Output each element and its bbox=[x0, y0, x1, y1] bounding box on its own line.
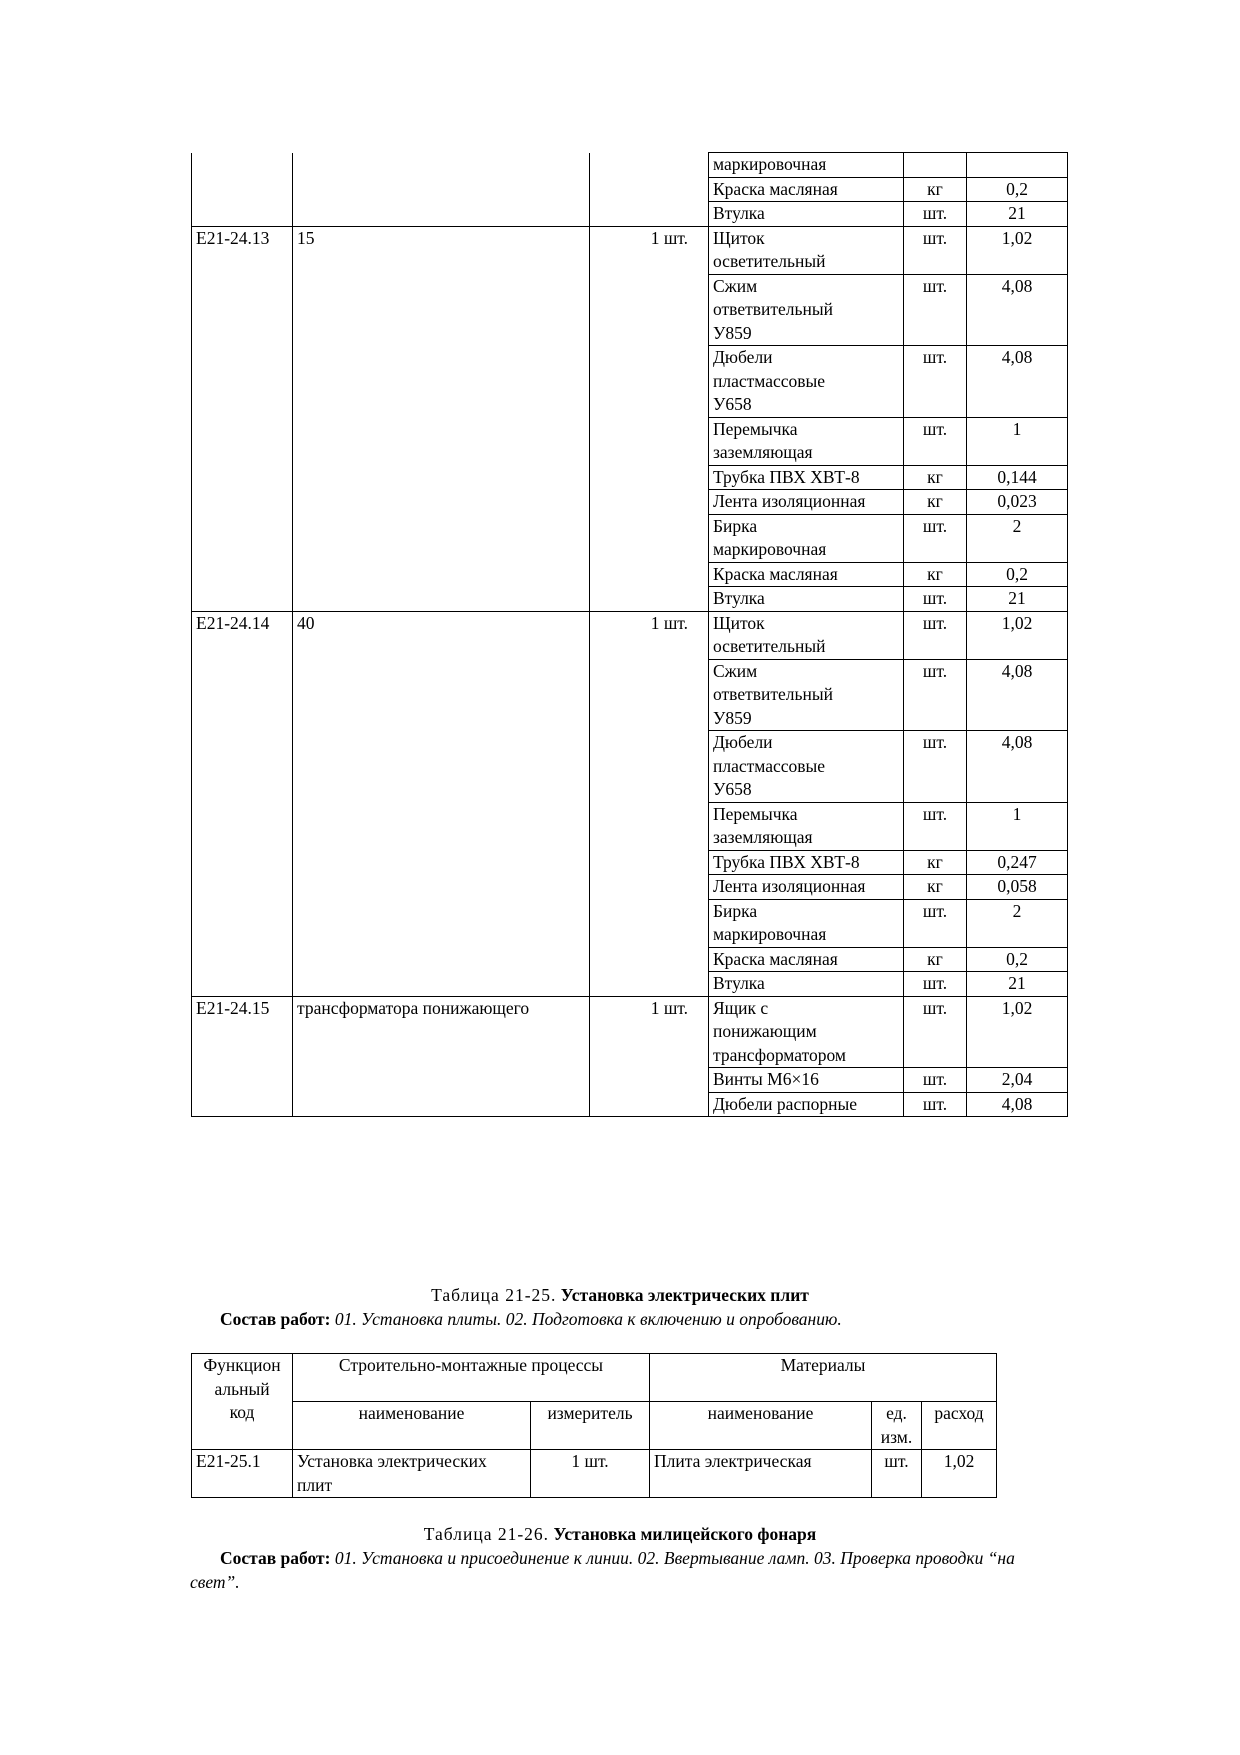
material-name: Ящик с понижающим трансформатором bbox=[709, 996, 904, 1068]
header-mat-name: наименование bbox=[650, 1402, 872, 1450]
work-label: Состав работ: bbox=[220, 1548, 331, 1568]
material-name: Краска масляная bbox=[709, 562, 904, 587]
table-row bbox=[192, 153, 1068, 178]
work-text: 01. Установка и присоединение к линии. 02. Ввертывание ламп. 03. Проверка проводки “на свет”. bbox=[190, 1548, 1015, 1592]
row-unit: 1 шт. bbox=[590, 996, 709, 1117]
material-name: Дюбели пластмассовые У658 bbox=[709, 731, 904, 803]
header-mat-qty: расход bbox=[922, 1402, 997, 1450]
header-proc-unit: измеритель bbox=[531, 1402, 650, 1450]
material-qty: 21 bbox=[967, 202, 1068, 227]
row-code: Е21-25.1 bbox=[192, 1450, 293, 1498]
material-name: Бирка маркировочная bbox=[709, 514, 904, 562]
material-qty: 2,04 bbox=[967, 1068, 1068, 1093]
material-qty: 4,08 bbox=[967, 274, 1068, 346]
material-qty: 4,08 bbox=[967, 1092, 1068, 1117]
row-mat-name: Плита электрическая bbox=[650, 1450, 872, 1498]
row-name bbox=[293, 153, 590, 227]
caption-title: Установка милицейского фонаря bbox=[553, 1524, 817, 1544]
material-qty: 4,08 bbox=[967, 659, 1068, 731]
material-qty: 4,08 bbox=[967, 346, 1068, 418]
row-unit: 1 шт. bbox=[590, 226, 709, 611]
material-name: Дюбели распорные bbox=[709, 1092, 904, 1117]
material-unit: шт. bbox=[904, 611, 967, 659]
material-qty: 1,02 bbox=[967, 996, 1068, 1068]
table-row bbox=[192, 996, 1068, 1068]
material-unit: шт. bbox=[904, 226, 967, 274]
caption-title: Установка электрических плит bbox=[560, 1285, 809, 1305]
material-unit: шт. bbox=[904, 514, 967, 562]
material-unit: шт. bbox=[904, 802, 967, 850]
material-unit: шт. bbox=[904, 899, 967, 947]
table-row bbox=[192, 611, 1068, 659]
table-21-26-caption bbox=[0, 1522, 1240, 1546]
table-21-25-caption bbox=[0, 1283, 1240, 1307]
material-unit bbox=[904, 153, 967, 178]
material-unit: шт. bbox=[904, 972, 967, 997]
material-name: Щиток осветительный bbox=[709, 226, 904, 274]
material-qty: 0,2 bbox=[967, 947, 1068, 972]
materials-table-continued bbox=[191, 152, 1068, 1117]
material-qty: 1,02 bbox=[967, 226, 1068, 274]
header-row bbox=[192, 1354, 997, 1402]
material-qty: 0,2 bbox=[967, 562, 1068, 587]
material-name: маркировочная bbox=[709, 153, 904, 178]
material-name: Перемычка заземляющая bbox=[709, 417, 904, 465]
material-qty: 0,144 bbox=[967, 465, 1068, 490]
material-name: Трубка ПВХ ХВТ-8 bbox=[709, 465, 904, 490]
material-unit: шт. bbox=[904, 202, 967, 227]
material-unit: шт. bbox=[904, 274, 967, 346]
row-name: 40 bbox=[293, 611, 590, 996]
material-name: Краска масляная bbox=[709, 947, 904, 972]
material-qty: 0,023 bbox=[967, 490, 1068, 515]
material-unit: кг bbox=[904, 875, 967, 900]
material-unit: шт. bbox=[904, 996, 967, 1068]
work-label: Состав работ: bbox=[220, 1309, 331, 1329]
caption-number: Таблица 21-25. bbox=[431, 1285, 557, 1305]
header-code: Функцион альный код bbox=[192, 1354, 293, 1450]
material-name: Лента изоляционная bbox=[709, 490, 904, 515]
row-name: Установка электрических плит bbox=[293, 1450, 531, 1498]
work-composition-26 bbox=[190, 1546, 1060, 1594]
material-unit: кг bbox=[904, 177, 967, 202]
header-materials: Материалы bbox=[650, 1354, 997, 1402]
material-unit: кг bbox=[904, 947, 967, 972]
material-unit: шт. bbox=[904, 417, 967, 465]
row-unit: 1 шт. bbox=[590, 611, 709, 996]
material-unit: шт. bbox=[904, 587, 967, 612]
material-name: Дюбели пластмассовые У658 bbox=[709, 346, 904, 418]
material-qty: 0,247 bbox=[967, 850, 1068, 875]
row-name: 15 bbox=[293, 226, 590, 611]
material-qty: 1,02 bbox=[967, 611, 1068, 659]
material-name: Лента изоляционная bbox=[709, 875, 904, 900]
material-name: Втулка bbox=[709, 972, 904, 997]
table-row bbox=[192, 226, 1068, 274]
material-name: Втулка bbox=[709, 202, 904, 227]
row-code: Е21-24.13 bbox=[192, 226, 293, 611]
material-name: Трубка ПВХ ХВТ-8 bbox=[709, 850, 904, 875]
row-code: Е21-24.14 bbox=[192, 611, 293, 996]
caption-number: Таблица 21-26. bbox=[423, 1524, 550, 1544]
material-name: Сжим ответвительный У859 bbox=[709, 274, 904, 346]
material-qty: 0,058 bbox=[967, 875, 1068, 900]
header-mat-unit: ед. изм. bbox=[872, 1402, 922, 1450]
material-unit: шт. bbox=[904, 1068, 967, 1093]
row-code bbox=[192, 153, 293, 227]
material-qty: 1 bbox=[967, 802, 1068, 850]
header-processes: Строительно-монтажные процессы bbox=[293, 1354, 650, 1402]
material-unit: шт. bbox=[904, 659, 967, 731]
material-unit: кг bbox=[904, 850, 967, 875]
row-unit: 1 шт. bbox=[531, 1450, 650, 1498]
material-qty: 0,2 bbox=[967, 177, 1068, 202]
subheader-row bbox=[192, 1402, 997, 1450]
material-name: Краска масляная bbox=[709, 177, 904, 202]
material-name: Бирка маркировочная bbox=[709, 899, 904, 947]
row-mat-unit: шт. bbox=[872, 1450, 922, 1498]
material-unit: кг bbox=[904, 490, 967, 515]
material-unit: шт. bbox=[904, 346, 967, 418]
material-qty: 21 bbox=[967, 587, 1068, 612]
material-unit: кг bbox=[904, 465, 967, 490]
table-row bbox=[192, 1450, 997, 1498]
material-unit: кг bbox=[904, 562, 967, 587]
material-name: Сжим ответвительный У859 bbox=[709, 659, 904, 731]
material-name: Винты М6×16 bbox=[709, 1068, 904, 1093]
work-text: 01. Установка плиты. 02. Подготовка к включению и опробованию. bbox=[334, 1309, 842, 1329]
material-name: Перемычка заземляющая bbox=[709, 802, 904, 850]
row-name: трансформатора понижающего bbox=[293, 996, 590, 1117]
material-unit: шт. bbox=[904, 1092, 967, 1117]
row-unit bbox=[590, 153, 709, 227]
material-qty: 4,08 bbox=[967, 731, 1068, 803]
row-code: Е21-24.15 bbox=[192, 996, 293, 1117]
material-name: Щиток осветительный bbox=[709, 611, 904, 659]
work-composition-25 bbox=[190, 1307, 1060, 1331]
table-21-25 bbox=[191, 1353, 997, 1498]
material-qty: 2 bbox=[967, 514, 1068, 562]
material-unit: шт. bbox=[904, 731, 967, 803]
row-mat-qty: 1,02 bbox=[922, 1450, 997, 1498]
material-qty: 1 bbox=[967, 417, 1068, 465]
material-qty bbox=[967, 153, 1068, 178]
material-name: Втулка bbox=[709, 587, 904, 612]
material-qty: 21 bbox=[967, 972, 1068, 997]
material-qty: 2 bbox=[967, 899, 1068, 947]
header-proc-name: наименование bbox=[293, 1402, 531, 1450]
